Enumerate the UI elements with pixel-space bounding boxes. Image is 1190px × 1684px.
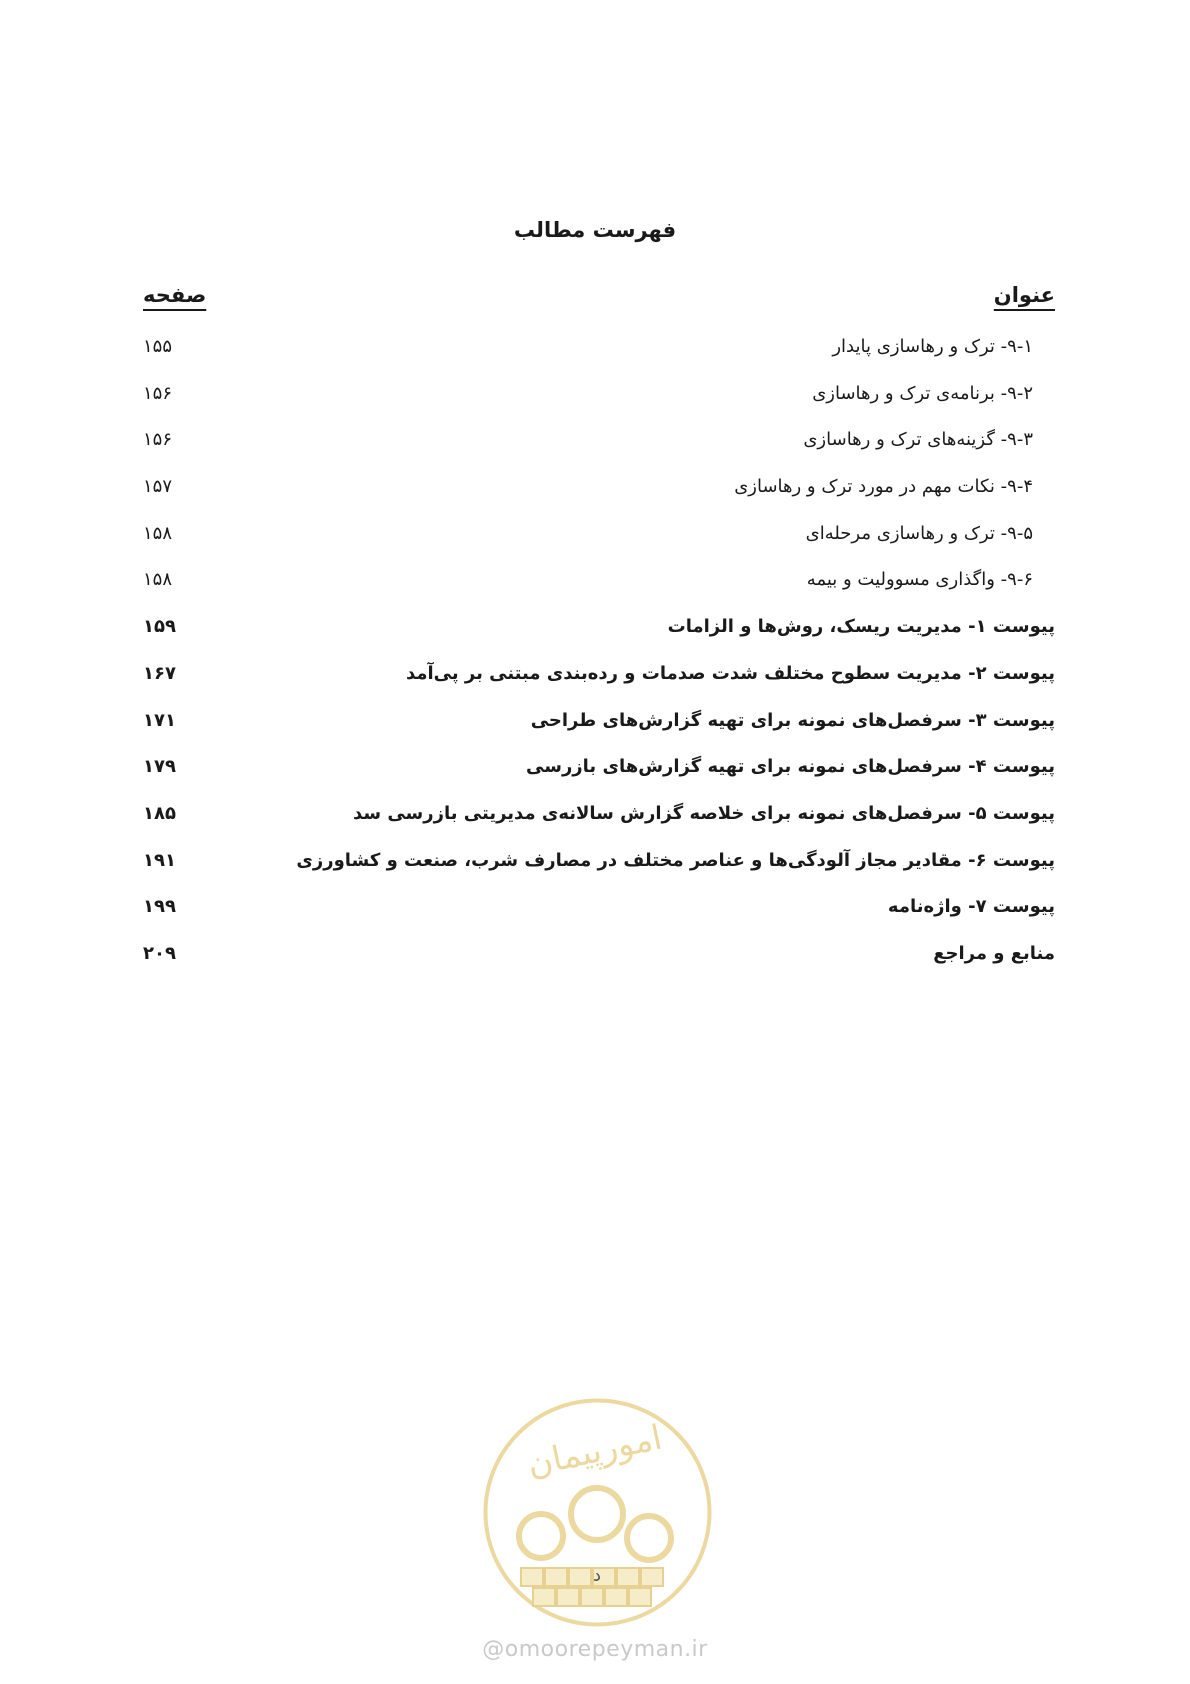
toc-entry-page: ۱۹۹ bbox=[143, 896, 176, 918]
toc-entry-title: پیوست ۱- مدیریت ریسک، روش‌ها و الزامات bbox=[667, 616, 1055, 638]
toc-entry-page: ۱۹۱ bbox=[143, 849, 176, 871]
seal-gears bbox=[519, 1488, 671, 1560]
watermark-site-text: omoorepeyman.ir bbox=[504, 1637, 708, 1662]
toc-entry-page: ۱۵۹ bbox=[143, 616, 176, 638]
toc-entry-title: منابع و مراجع bbox=[933, 942, 1055, 964]
toc-entry-title: پیوست ۲- مدیریت سطوح مختلف شدت صدمات و رده‌بندی مبتنی بر پی‌آمد bbox=[405, 662, 1055, 684]
toc-entry-title: پیوست ۴- سرفصل‌های نمونه برای تهیه گزارش‌های بازرسی bbox=[526, 756, 1055, 778]
seal-text: امورپیمان bbox=[523, 1417, 666, 1485]
page-letter: د bbox=[592, 1565, 602, 1586]
toc-entry-page: ۱۸۵ bbox=[143, 802, 176, 824]
toc-entry-page: ۱۵۶ bbox=[143, 382, 173, 404]
toc-row[interactable] bbox=[143, 797, 1055, 844]
toc-row[interactable] bbox=[143, 657, 1055, 704]
toc-row[interactable] bbox=[143, 563, 1055, 610]
column-page-header: صفحه bbox=[143, 283, 207, 307]
toc-row[interactable] bbox=[143, 377, 1055, 424]
toc-row[interactable] bbox=[143, 470, 1055, 517]
toc-entry-page: ۱۵۸ bbox=[143, 522, 173, 544]
toc-entry-page: ۱۵۶ bbox=[143, 429, 173, 451]
page-title: فهرست مطالب bbox=[513, 218, 677, 242]
toc-entry-title: پیوست ۵- سرفصل‌های نمونه برای خلاصه گزارش سالانه‌ی مدیریتی بازرسی سد bbox=[352, 802, 1055, 824]
toc-entry-page: ۱۶۷ bbox=[143, 662, 176, 684]
toc-row[interactable] bbox=[143, 937, 1055, 984]
toc-entry-page: ۱۵۸ bbox=[143, 569, 173, 591]
toc-entry-title: ۹-۱- ترک و رهاسازی پایدار bbox=[832, 336, 1033, 357]
toc-entry-page: ۱۵۵ bbox=[143, 336, 173, 357]
toc-row[interactable] bbox=[143, 517, 1055, 564]
toc-entry-title: ۹-۲- برنامه‌ی ترک و رهاسازی bbox=[812, 382, 1033, 404]
toc-row[interactable] bbox=[143, 330, 1055, 377]
toc-entry-title: ۹-۵- ترک و رهاسازی مرحله‌ای bbox=[805, 522, 1033, 544]
toc-entry-title: ۹-۳- گزینه‌های ترک و رهاسازی bbox=[803, 429, 1033, 451]
toc-list bbox=[143, 330, 1055, 984]
watermark-site bbox=[0, 1637, 1190, 1662]
toc-entry-title: ۹-۴- نکات مهم در مورد ترک و رهاسازی bbox=[734, 476, 1033, 498]
toc-entry-title: پیوست ۶- مقادیر مجاز آلودگی‌ها و عناصر مختلف در مصارف شرب، صنعت و کشاورزی bbox=[296, 849, 1055, 871]
at-icon: @ bbox=[482, 1637, 505, 1662]
toc-entry-title: پیوست ۷- واژه‌نامه bbox=[887, 896, 1055, 918]
toc-entry-title: ۹-۶- واگذاری مسوولیت و بیمه bbox=[806, 569, 1033, 591]
toc-row[interactable] bbox=[143, 704, 1055, 751]
toc-entry-page: ۱۵۷ bbox=[143, 476, 173, 498]
column-title-header: عنوان bbox=[993, 283, 1055, 307]
toc-entry-title: پیوست ۳- سرفصل‌های نمونه برای تهیه گزارش‌های طراحی bbox=[530, 709, 1055, 731]
toc-row[interactable] bbox=[143, 610, 1055, 657]
watermark-seal bbox=[481, 1396, 714, 1629]
toc-entry-page: ۱۷۱ bbox=[143, 709, 176, 731]
toc-entry-page: ۲۰۹ bbox=[143, 942, 176, 964]
toc-row[interactable] bbox=[143, 890, 1055, 937]
toc-row[interactable] bbox=[143, 844, 1055, 891]
toc-entry-page: ۱۷۹ bbox=[143, 756, 176, 778]
toc-row[interactable] bbox=[143, 423, 1055, 470]
toc-row[interactable] bbox=[143, 750, 1055, 797]
toc-header bbox=[143, 283, 1055, 323]
